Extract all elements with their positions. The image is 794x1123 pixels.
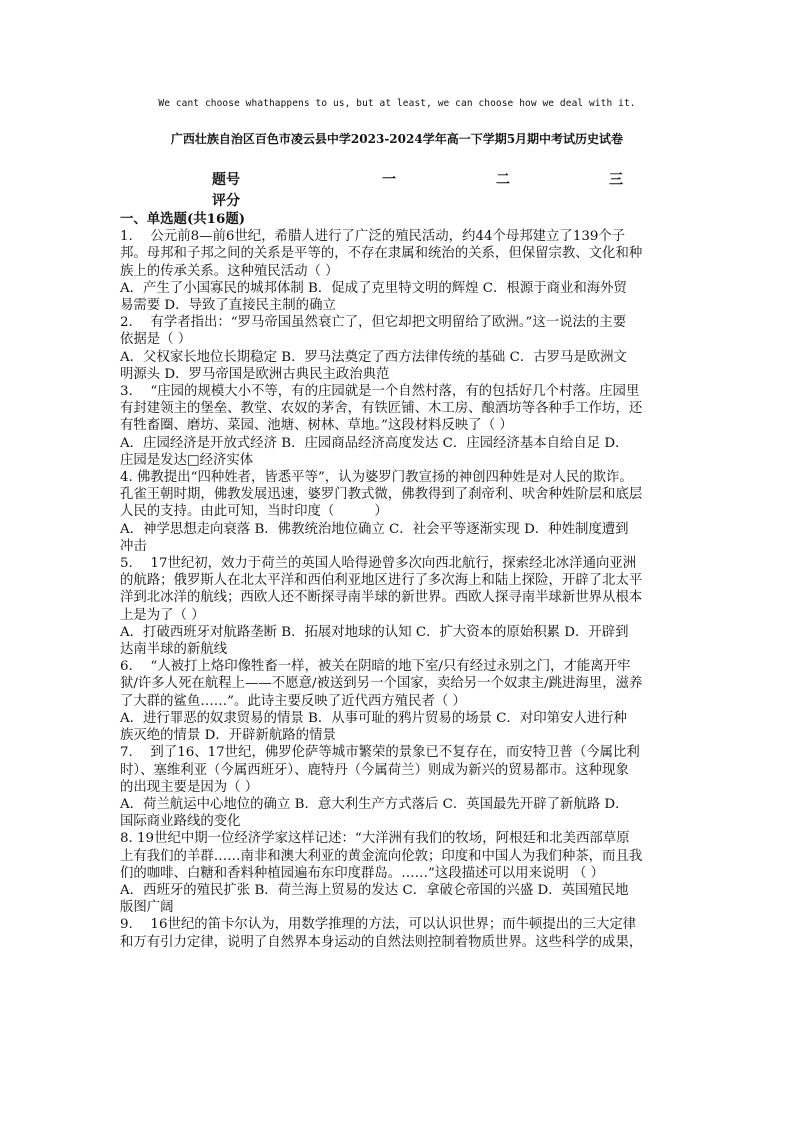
score-row-label: 评分 <box>212 193 240 209</box>
text-line: 8. 19世纪中期一位经济学家这样记述：“大洋洲有我们的牧场，阿根廷和北美西部草原 <box>120 831 630 847</box>
text-line: 明源头 D．罗马帝国是欧洲古典民主政治典范 <box>120 366 390 382</box>
text-line: 的航路；俄罗斯人在北太平洋和西伯利亚地区进行了多次海上和陆上探险，开辟了北太平 <box>120 573 643 589</box>
text-line: 依据是（ ） <box>120 332 192 348</box>
question-content <box>120 211 676 951</box>
text-line: 2. 有学者指出：“罗马帝国虽然衰亡了，但它却把文明留给了欧洲。”这一说法的主要 <box>120 315 627 331</box>
text-line: 6. “人被打上烙印像牲畜一样，被关在阴暗的地下室/只有经过永别之门，才能离开牢 <box>120 659 631 675</box>
text-line: 5. 17世纪初，效力于荷兰的英国人哈得逊曾多次向西北航行，探索经北冰洋通向亚洲 <box>120 556 637 572</box>
text-line: 冲击 <box>120 538 147 554</box>
text-line: A．打破西班牙对航路垄断 B．拓展对地球的认知 C．扩大资本的原始积累 D．开辟到 <box>120 624 629 640</box>
text-line: 们的咖啡、白糖和香料种植园遍布东印度群岛。……”这段描述可以用来说明 （ ） <box>120 865 605 881</box>
text-line: 了大群的鲨鱼……”。此诗主要反映了近代西方殖民者（ ） <box>120 693 466 709</box>
text-line: 4. 佛教提出“四种姓者，皆悉平等”，认为婆罗门教宣扬的神创四种姓是对人民的欺诈。 <box>120 470 633 486</box>
text-line: A．西班牙的殖民扩张 B．荷兰海上贸易的发达 C．拿破仑帝国的兴盛 D．英国殖民地 <box>120 882 629 898</box>
text-line: 上是为了（ ） <box>120 607 205 623</box>
score-cell-part2: 二 <box>496 172 510 188</box>
text-line: A．庄园经济是开放式经济 B．庄园商品经济高度发达 C．庄园经济基本自给自足 D． <box>120 435 629 451</box>
text-line: 版图广阔 <box>120 900 174 916</box>
text-line: 庄园是发达□经济实体 <box>120 452 254 468</box>
score-cell-label: 题号 <box>212 172 240 188</box>
question-lines <box>120 228 676 951</box>
text-line: 国际商业路线的变化 <box>120 814 241 830</box>
motto-line: We cant choose whathappens to us, but at least, we can choose how we deal with it. <box>158 98 636 109</box>
score-cell-part1: 一 <box>382 172 396 188</box>
text-line: 狱/许多人死在航程上——不愿意/被送到另一个国家，卖给另一个奴隶主/跳进海里，滋养 <box>120 676 643 692</box>
text-line: 有牲畜圈、磨坊、菜园、池塘、树林、草地。”这段材料反映了（ ） <box>120 418 513 434</box>
text-line: 族上的传承关系。这种殖民活动（ ） <box>120 263 339 279</box>
exam-title: 广西壮族自治区百色市凌云县中学2023-2024学年高一下学期5月期中考试历史试卷 <box>170 132 624 146</box>
text-line: 9. 16世纪的笛卡尔认为，用数学推理的方法，可以认识世界；而牛顿提出的三大定律 <box>120 917 637 933</box>
text-line: 孔雀王朝时期，佛教发展迅速，婆罗门教式微，佛教得到了刹帝利、吠舍种姓阶层和底层 <box>120 487 643 503</box>
text-line: 洋到北冰洋的航线；西欧人还不断探寻南半球的新世界。西欧人探寻南半球新世界从根本 <box>120 590 643 606</box>
text-line: 人民的支持。由此可知，当时印度（ ） <box>120 504 388 520</box>
text-line: 和万有引力定律，说明了自然界本身运动的自然法则控制着物质世界。这些科学的成果， <box>120 934 643 950</box>
text-line: 达南半球的新航线 <box>120 642 228 658</box>
text-line: A．父权家长地位长期稳定 B．罗马法奠定了西方法律传统的基础 C．古罗马是欧洲文 <box>120 349 627 365</box>
text-line: 有封建领主的堡垒、教堂、农奴的茅舍，有铁匠铺、木工房、酿酒坊等各种手工作坊，还 <box>120 401 643 417</box>
text-line: A．神学思想走向衰落 B．佛教统治地位确立 C．社会平等逐渐实现 D．种姓制度遭到 <box>120 521 629 537</box>
text-line: 时）、塞维利亚（今属西班牙）、鹿特丹（今属荷兰）则成为新兴的贸易都市。这种现象 <box>120 762 629 778</box>
section-title: 一、单选题(共16题) <box>120 211 246 227</box>
text-line: 7. 到了16、17世纪，佛罗伦萨等城市繁荣的景象已不复存在，而安特卫普（今属比利 <box>120 745 640 761</box>
text-line: A．进行罪恶的奴隶贸易的情景 B．从事可耻的鸦片贸易的场景 C．对印第安人进行种 <box>120 710 627 726</box>
score-cell-part3: 三 <box>609 172 623 188</box>
text-line: 3. “庄园的规模大小不等，有的庄园就是一个自然村落，有的包括好几个村落。庄园里 <box>120 384 640 400</box>
text-line: 易需要 D．导致了直接民主制的确立 <box>120 298 336 314</box>
text-line: 上有我们的羊群……南非和澳大利亚的黄金流向伦敦；印度和中国人为我们种茶，而且我 <box>120 848 643 864</box>
text-line: 邦。母邦和子邦之间的关系是平等的，不存在隶属和统治的关系，但保留宗教、文化和种 <box>120 246 643 262</box>
text-line: 的出现主要是因为（ ） <box>120 779 259 795</box>
text-line: A．产生了小国寡民的城邦体制 B．促成了克里特文明的辉煌 C．根源于商业和海外贸 <box>120 280 627 296</box>
text-line: 1. 公元前8—前6世纪，希腊人进行了广泛的殖民活动，约44个母邦建立了139个子 <box>120 229 626 245</box>
text-line: 族灭绝的情景 D．开辟新航路的情景 <box>120 728 336 744</box>
text-line: A．荷兰航运中心地位的确立 B．意大利生产方式落后 C．英国最先开辟了新航路 D． <box>120 796 629 812</box>
